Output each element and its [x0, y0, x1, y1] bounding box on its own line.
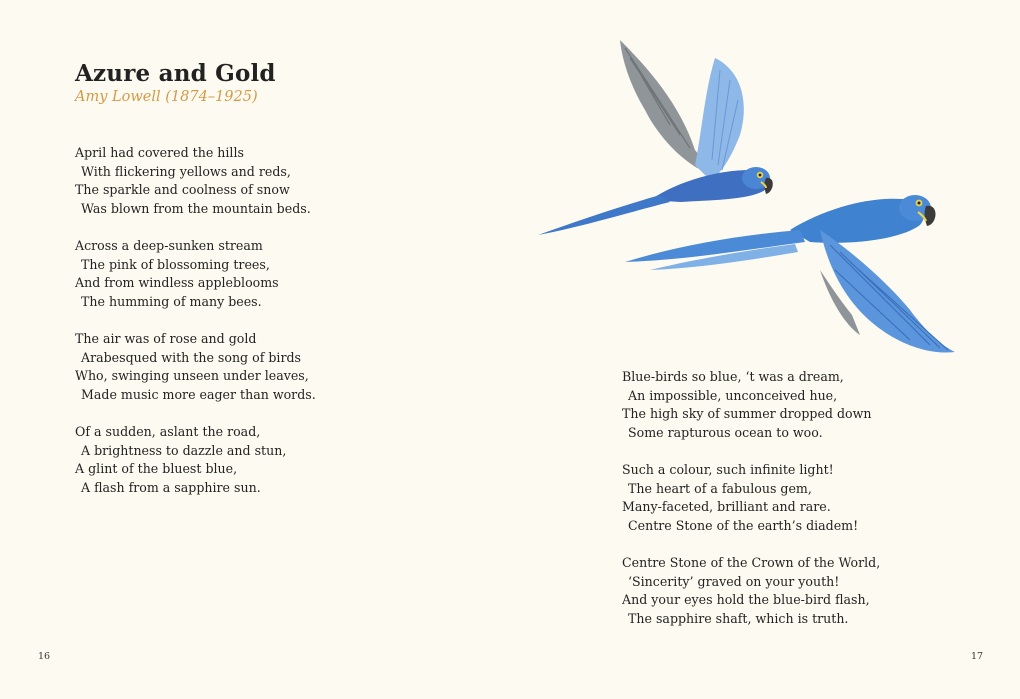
- poem-line: Of a sudden, aslant the road,: [75, 423, 261, 439]
- poem-line: Centre Stone of the Crown of the World,: [622, 554, 881, 570]
- poem-line: And your eyes hold the blue-bird flash,: [622, 592, 870, 608]
- page-number-left: 16: [38, 651, 51, 662]
- poem-line: Blue-birds so blue, ‘t was a dream,: [622, 369, 844, 384]
- poem-line: The humming of many bees.: [81, 293, 262, 309]
- stanza: [75, 237, 316, 311]
- poem-line: A brightness to dazzle and stun,: [81, 442, 287, 458]
- poem-line: The pink of blossoming trees,: [81, 256, 270, 272]
- poem-title: Azure and Gold: [75, 60, 276, 87]
- poem-author: Amy Lowell (1874–1925): [75, 89, 258, 105]
- poem-line: Was blown from the mountain beds.: [81, 200, 311, 216]
- page-number-right: 17: [971, 651, 984, 662]
- poem-line: The sapphire shaft, which is truth.: [628, 610, 849, 626]
- poem-line: ‘Sincerity’ graved on your youth!: [628, 573, 840, 589]
- poem-line: A flash from a sapphire sun.: [81, 479, 261, 495]
- poem-line: Arabesqued with the song of birds: [81, 349, 302, 365]
- poem-line: The air was of rose and gold: [75, 330, 257, 346]
- stanza: [622, 368, 880, 442]
- poem-line: A glint of the bluest blue,: [75, 461, 238, 477]
- poem-line: Many-faceted, brilliant and rare.: [622, 499, 831, 515]
- poem-line: Such a colour, such infinite light!: [622, 461, 834, 477]
- poem-line: April had covered the hills: [75, 145, 244, 160]
- poem-line: Centre Stone of the earth’s diadem!: [628, 517, 859, 533]
- upper-macaw: [538, 40, 773, 235]
- poem-line: The high sky of summer dropped down: [622, 406, 872, 422]
- stanza: [75, 330, 316, 404]
- poem-line: And from windless appleblooms: [75, 275, 279, 291]
- stanza: [75, 423, 316, 497]
- poem-line: The heart of a fabulous gem,: [628, 480, 812, 496]
- right-page-poem: [622, 368, 880, 628]
- stanza: [622, 554, 880, 628]
- poem-line: Made music more eager than words.: [81, 386, 316, 402]
- lower-macaw: [625, 195, 955, 353]
- stanza: [75, 144, 316, 218]
- poem-line: An impossible, unconceived hue,: [628, 387, 838, 403]
- poem-line: With flickering yellows and reds,: [81, 163, 291, 179]
- stanza: [622, 461, 880, 535]
- poem-line: Across a deep-sunken stream: [75, 237, 263, 253]
- poem-line: Who, swinging unseen under leaves,: [75, 368, 309, 384]
- hyacinth-macaws-illustration: [530, 30, 970, 365]
- left-page-poem: [75, 144, 316, 497]
- poem-line: Some rapturous ocean to woo.: [628, 424, 823, 440]
- poem-line: The sparkle and coolness of snow: [75, 182, 290, 198]
